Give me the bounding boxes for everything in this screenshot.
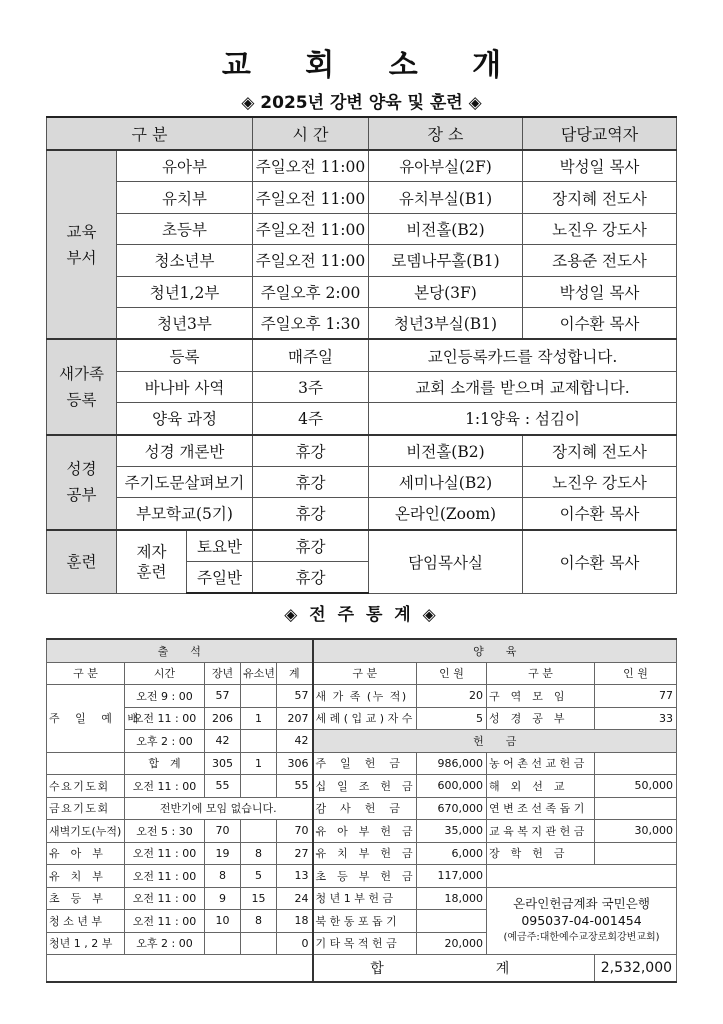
offering-label: 유 치 부 헌 금 (313, 842, 417, 865)
nurture-header: 양 육 (313, 639, 677, 662)
discipleship-label: 제자 훈련 (117, 530, 187, 594)
offering-value: 670,000 (417, 797, 487, 820)
dept-staff: 박성일 목사 (523, 276, 677, 307)
class-staff: 이수환 목사 (523, 530, 677, 594)
subtotal-label: 합 계 (125, 752, 205, 775)
offering-label: 청 년 1 부 헌 금 (313, 887, 417, 910)
youth-cell: 5 (241, 865, 277, 888)
youth-cell: 1 (241, 752, 277, 775)
class-name: 주일반 (187, 562, 253, 594)
offering-label: 기 타 목 적 헌 금 (313, 932, 417, 955)
table-row (47, 955, 677, 983)
dept-staff: 박성일 목사 (523, 150, 677, 182)
table-row (47, 865, 677, 888)
dept-time: 주일오전 11:00 (253, 150, 369, 182)
time-cell: 오전 11 : 00 (125, 865, 205, 888)
table-row (47, 842, 677, 865)
class-name: 토요반 (187, 530, 253, 562)
offering-label: 십 일 조 헌 금 (313, 775, 417, 798)
class-time: 휴강 (253, 498, 369, 530)
time-cell: 오전 11 : 00 (125, 910, 205, 933)
offering-label: 감 사 헌 금 (313, 797, 417, 820)
row-label: 금요기도회 (47, 797, 125, 820)
table-row (47, 639, 677, 662)
adult-cell: 70 (205, 820, 241, 843)
total-cell: 0 (277, 932, 313, 955)
adult-cell: 42 (205, 730, 241, 753)
class-time: 휴강 (253, 435, 369, 467)
table-row (47, 182, 677, 213)
offering-label: 초 등 부 헌 금 (313, 865, 417, 888)
time-cell: 오전 11 : 00 (125, 887, 205, 910)
nurture-label: 구 역 모 임 (487, 685, 595, 708)
table-row (47, 530, 677, 562)
dept-name: 유치부 (117, 182, 253, 213)
table-header-row (47, 117, 677, 150)
total-cell: 70 (277, 820, 313, 843)
nurture-value: 77 (595, 685, 677, 708)
dept-time: 주일오후 2:00 (253, 276, 369, 307)
youth-cell: 15 (241, 887, 277, 910)
offering-value: 117,000 (417, 865, 487, 888)
table-row (47, 307, 677, 339)
class-name: 부모학교(5기) (117, 498, 253, 530)
stats-section-title: ◈ 전 주 통 계 ◈ (284, 605, 439, 625)
no-meeting-note: 전반기에 모임 없습니다. (125, 797, 313, 820)
youth-cell (241, 730, 277, 753)
category-training: 훈련 (47, 530, 117, 594)
dept-name: 초등부 (117, 213, 253, 244)
adult-cell: 19 (205, 842, 241, 865)
offering-value: 30,000 (595, 820, 677, 843)
class-staff: 장지혜 전도사 (523, 435, 677, 467)
adult-cell: 206 (205, 707, 241, 730)
dept-place: 본당(3F) (369, 276, 523, 307)
col-header: 유소년 (241, 662, 277, 685)
offering-label: 연 변 조 선 족 돕 기 (487, 797, 595, 820)
table-row (47, 752, 677, 775)
sunday-service-label: 주 일 예 배 (47, 685, 125, 753)
table-row (47, 730, 677, 753)
col-header: 계 (277, 662, 313, 685)
offering-header: 헌 금 (313, 730, 677, 753)
dept-name: 청소년부 (117, 245, 253, 276)
table-row (47, 466, 677, 497)
step-note: 교회 소개를 받으며 교제합니다. (369, 371, 677, 402)
offering-label: 주 일 헌 금 (313, 752, 417, 775)
adult-cell: 55 (205, 775, 241, 798)
col-header: 시간 (125, 662, 205, 685)
table-row (47, 150, 677, 182)
table-row (47, 887, 677, 910)
offering-label: 해 외 선 교 (487, 775, 595, 798)
table-row (47, 435, 677, 467)
statistics-table (46, 638, 677, 983)
total-cell: 27 (277, 842, 313, 865)
dept-time: 주일오전 11:00 (253, 245, 369, 276)
dept-staff: 노진우 강도사 (523, 213, 677, 244)
class-staff: 노진우 강도사 (523, 466, 677, 497)
header-time: 시 간 (253, 117, 369, 150)
time-cell: 오전 9 : 00 (125, 685, 205, 708)
offering-value: 600,000 (417, 775, 487, 798)
dept-place: 로뎀나무홀(B1) (369, 245, 523, 276)
table-row (47, 498, 677, 530)
row-label: 유 아 부 (47, 842, 125, 865)
row-label: 수요기도회 (47, 775, 125, 798)
dept-staff: 이수환 목사 (523, 307, 677, 339)
offering-value: 35,000 (417, 820, 487, 843)
class-place: 세미나실(B2) (369, 466, 523, 497)
table-row (47, 707, 677, 730)
table-row (47, 775, 677, 798)
step-note: 1:1양육 : 섬김이 (369, 403, 677, 435)
offering-label: 장 학 헌 금 (487, 842, 595, 865)
youth-cell (241, 820, 277, 843)
time-cell: 오전 11 : 00 (125, 707, 205, 730)
table-row (47, 245, 677, 276)
col-header: 인 원 (417, 662, 487, 685)
col-header: 구 분 (47, 662, 125, 685)
training-table (46, 116, 677, 594)
table-row (47, 820, 677, 843)
blank-cell (47, 955, 313, 983)
time-cell: 오후 2 : 00 (125, 932, 205, 955)
offering-value (417, 910, 487, 933)
time-cell: 오전 11 : 00 (125, 842, 205, 865)
youth-cell (241, 932, 277, 955)
youth-cell: 8 (241, 910, 277, 933)
col-header: 구 분 (487, 662, 595, 685)
offering-label: 교 육 복 지 관 헌 금 (487, 820, 595, 843)
header-category: 구 분 (47, 117, 253, 150)
dept-time: 주일오전 11:00 (253, 213, 369, 244)
nurture-value: 20 (417, 685, 487, 708)
time-cell: 오후 2 : 00 (125, 730, 205, 753)
nurture-label: 세 례 ( 입 교 ) 자 수 (313, 707, 417, 730)
table-row (47, 685, 677, 708)
bank-account-number: 095037-04-001454 (521, 913, 642, 929)
offering-value (595, 752, 677, 775)
youth-cell (241, 775, 277, 798)
class-place: 온라인(Zoom) (369, 498, 523, 530)
bank-account-info (487, 887, 677, 955)
time-cell: 오전 5 : 30 (125, 820, 205, 843)
total-cell: 24 (277, 887, 313, 910)
adult-cell: 57 (205, 685, 241, 708)
blank-cell (487, 865, 677, 888)
col-header: 구 분 (313, 662, 417, 685)
table-row (47, 371, 677, 402)
youth-cell (241, 685, 277, 708)
dept-name: 청년1,2부 (117, 276, 253, 307)
total-cell: 55 (277, 775, 313, 798)
step-time: 3주 (253, 371, 369, 402)
total-cell: 13 (277, 865, 313, 888)
time-cell: 오전 11 : 00 (125, 775, 205, 798)
header-place: 장 소 (369, 117, 523, 150)
adult-cell: 10 (205, 910, 241, 933)
category-newfamily: 새가족 등록 (47, 339, 117, 434)
offering-value: 20,000 (417, 932, 487, 955)
total-cell: 57 (277, 685, 313, 708)
offering-value: 50,000 (595, 775, 677, 798)
nurture-value: 33 (595, 707, 677, 730)
dept-name: 유아부 (117, 150, 253, 182)
offering-value: 986,000 (417, 752, 487, 775)
header-staff: 담당교역자 (523, 117, 677, 150)
youth-cell: 8 (241, 842, 277, 865)
class-staff: 이수환 목사 (523, 498, 677, 530)
class-time: 휴강 (253, 466, 369, 497)
row-label: 청 소 년 부 (47, 910, 125, 933)
total-cell: 306 (277, 752, 313, 775)
blank-cell (47, 752, 125, 775)
dept-time: 주일오전 11:00 (253, 182, 369, 213)
offering-value: 6,000 (417, 842, 487, 865)
table-row (47, 339, 677, 371)
dept-name: 청년3부 (117, 307, 253, 339)
row-label: 초 등 부 (47, 887, 125, 910)
total-cell: 18 (277, 910, 313, 933)
bank-holder: (예금주:대한예수교장로회강변교회) (503, 932, 660, 944)
bank-line: 온라인헌금계좌 국민은행 (513, 896, 650, 912)
nurture-label: 성 경 공 부 (487, 707, 595, 730)
total-cell: 42 (277, 730, 313, 753)
youth-cell: 1 (241, 707, 277, 730)
step-time: 4주 (253, 403, 369, 435)
table-row (47, 797, 677, 820)
adult-cell: 305 (205, 752, 241, 775)
offering-value: 18,000 (417, 887, 487, 910)
table-row (47, 276, 677, 307)
dept-staff: 장지혜 전도사 (523, 182, 677, 213)
table-row (47, 213, 677, 244)
step-name: 양육 과정 (117, 403, 253, 435)
attendance-header: 출 석 (47, 639, 313, 662)
dept-time: 주일오후 1:30 (253, 307, 369, 339)
total-cell: 207 (277, 707, 313, 730)
page-title: 교 회 소 개 (221, 48, 524, 83)
offering-label: 농 어 촌 선 교 헌 금 (487, 752, 595, 775)
col-header: 인 원 (595, 662, 677, 685)
offering-label: 북 한 동 포 돕 기 (313, 910, 417, 933)
col-header: 장년 (205, 662, 241, 685)
category-education: 교육 부서 (47, 150, 117, 339)
class-time: 휴강 (253, 562, 369, 594)
adult-cell: 9 (205, 887, 241, 910)
offering-value (595, 842, 677, 865)
dept-staff: 조용준 전도사 (523, 245, 677, 276)
step-name: 바나바 사역 (117, 371, 253, 402)
dept-place: 유아부실(2F) (369, 150, 523, 182)
table-row (47, 662, 677, 685)
adult-cell: 8 (205, 865, 241, 888)
row-label: 새벽기도(누적) (47, 820, 125, 843)
offering-value (595, 797, 677, 820)
dept-place: 유치부실(B1) (369, 182, 523, 213)
class-name: 주기도문살펴보기 (117, 466, 253, 497)
step-note: 교인등록카드를 작성합니다. (369, 339, 677, 371)
class-name: 성경 개론반 (117, 435, 253, 467)
row-label: 청년 1 , 2 부 (47, 932, 125, 955)
table-row (47, 403, 677, 435)
nurture-label: 새 가 족 (누 적) (313, 685, 417, 708)
class-time: 휴강 (253, 530, 369, 562)
step-time: 매주일 (253, 339, 369, 371)
nurture-value: 5 (417, 707, 487, 730)
grand-total-label: 합 계 (313, 955, 595, 983)
grand-total-value: 2,532,000 (595, 955, 677, 983)
adult-cell (205, 932, 241, 955)
offering-label: 유 아 부 헌 금 (313, 820, 417, 843)
dept-place: 비전홀(B2) (369, 213, 523, 244)
step-name: 등록 (117, 339, 253, 371)
dept-place: 청년3부실(B1) (369, 307, 523, 339)
category-bible: 성경 공부 (47, 435, 117, 530)
class-place: 비전홀(B2) (369, 435, 523, 467)
class-place: 담임목사실 (369, 530, 523, 594)
training-section-title: ◈ 2025년 강변 양육 및 훈련 ◈ (241, 93, 482, 113)
row-label: 유 치 부 (47, 865, 125, 888)
